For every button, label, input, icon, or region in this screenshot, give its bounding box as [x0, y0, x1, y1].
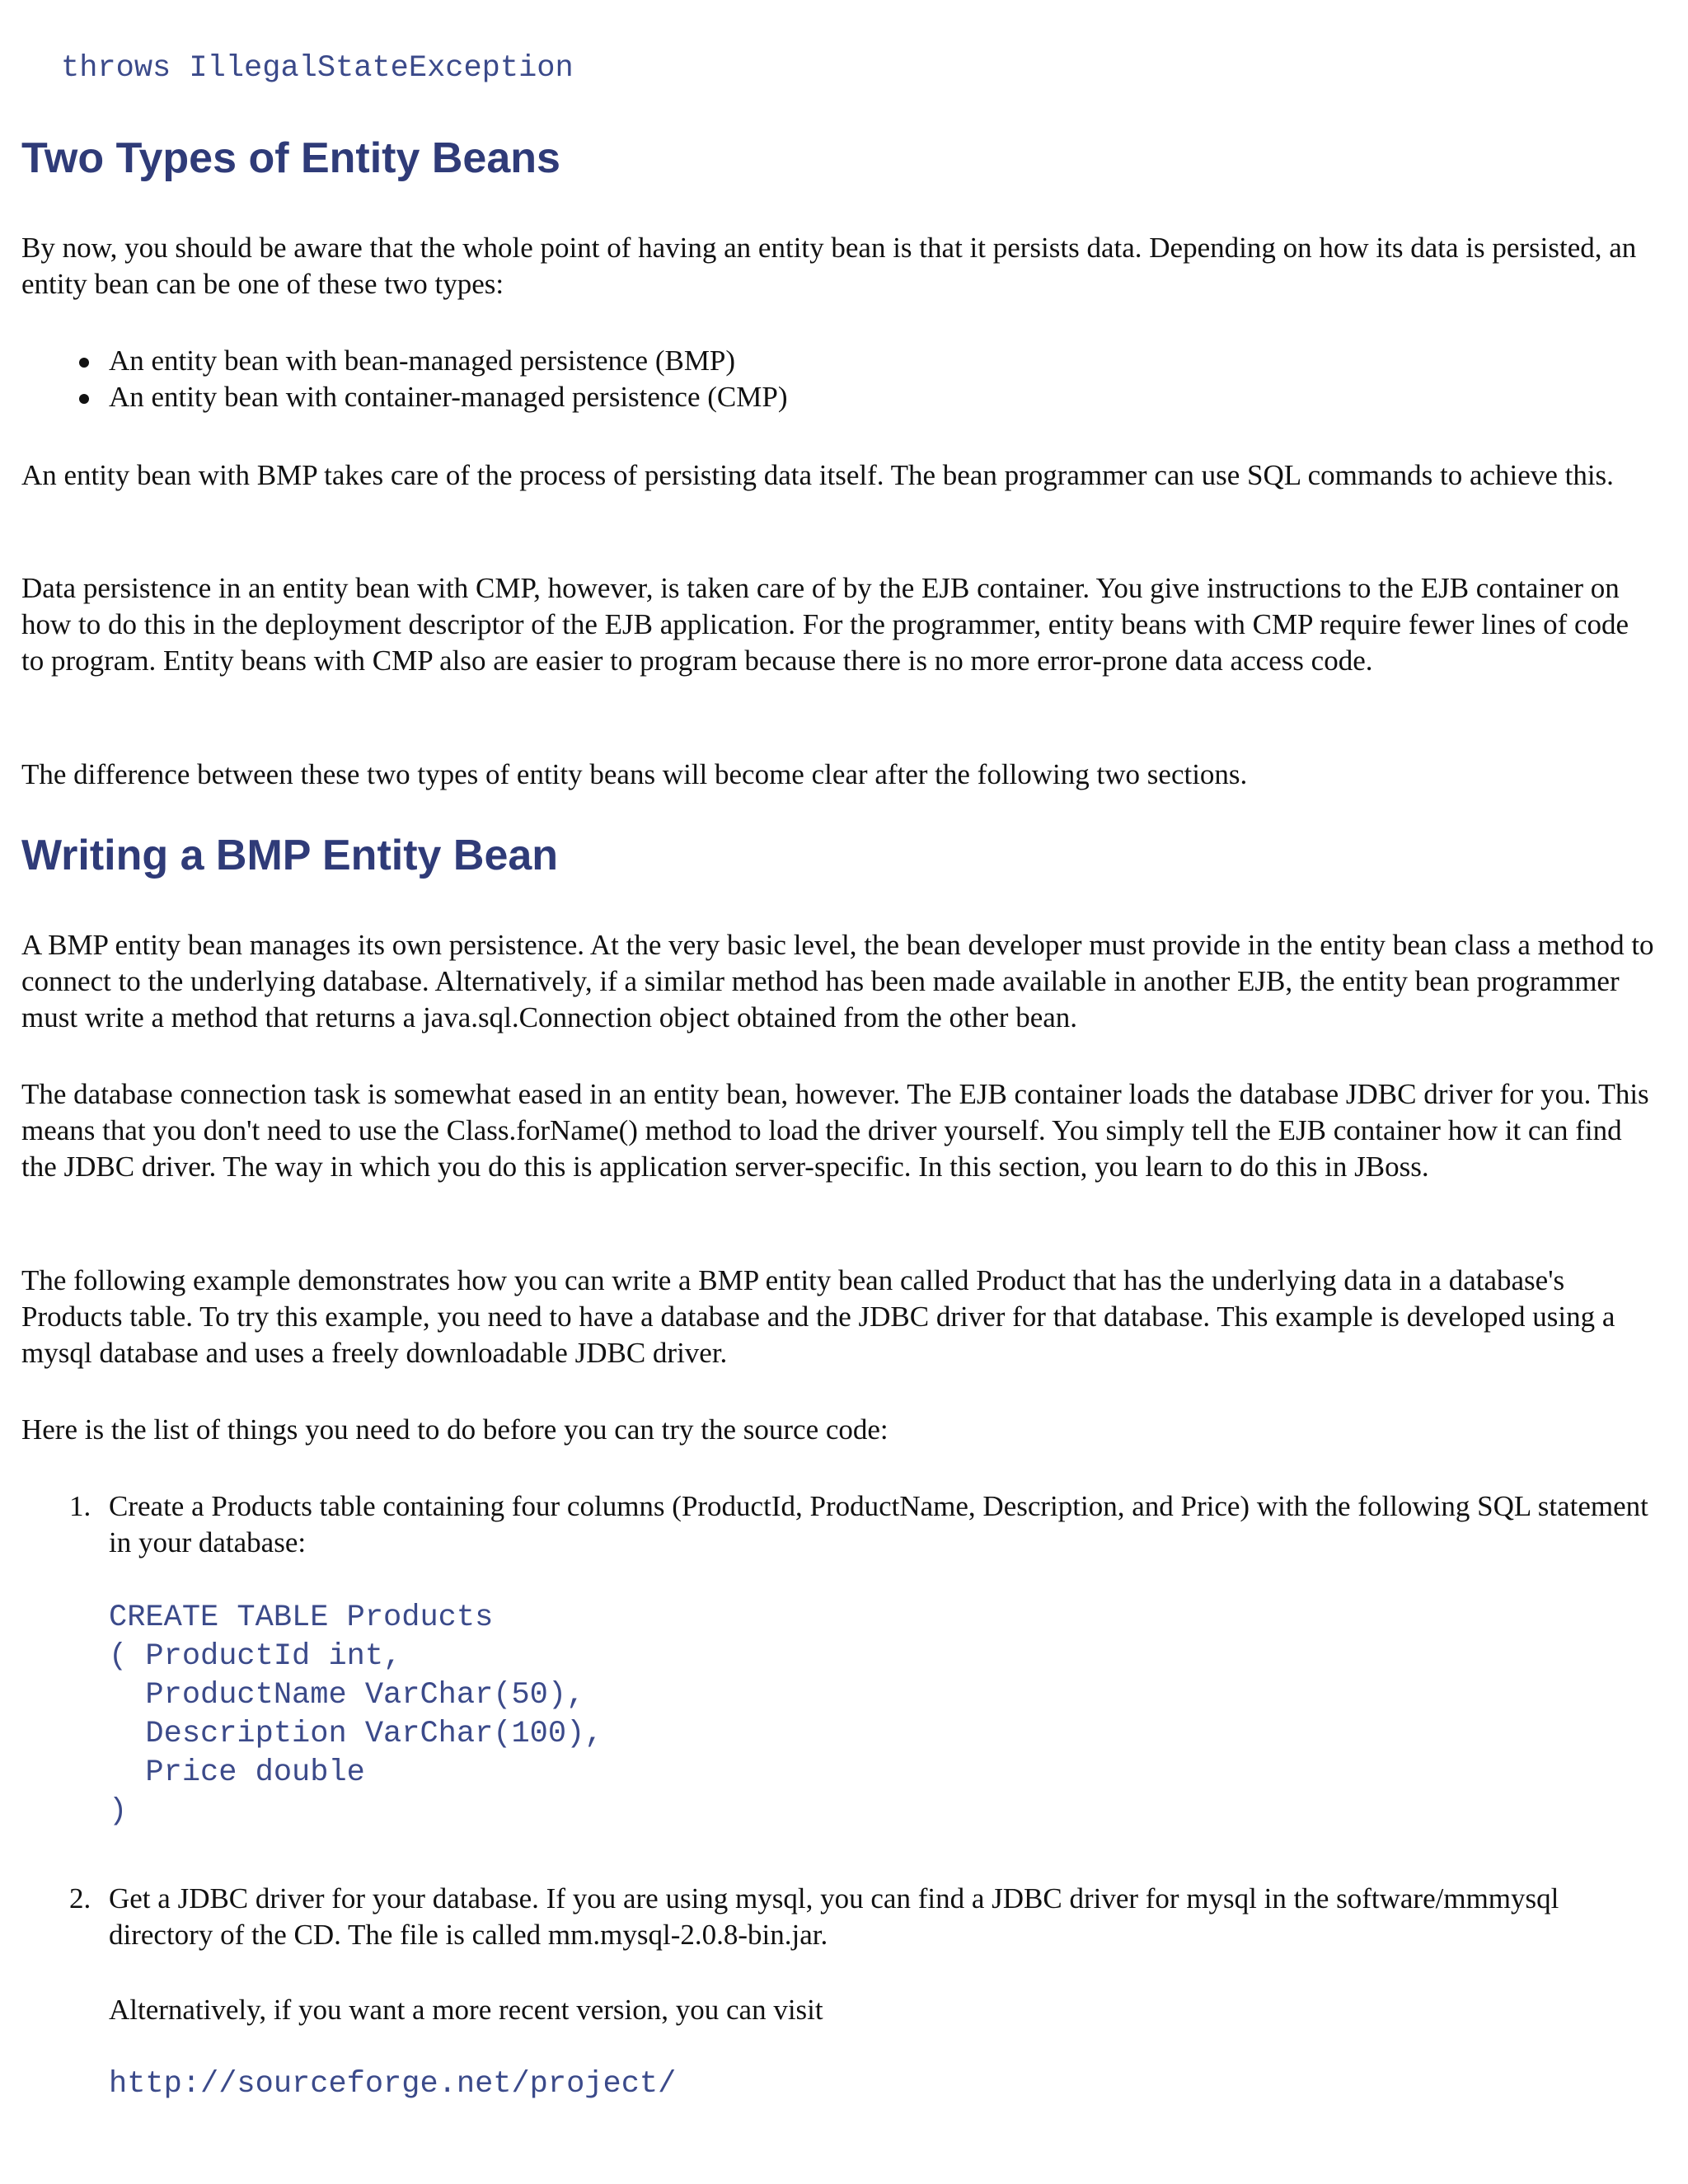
list-item: An entity bean with bean-managed persistence (BMP)	[21, 343, 1658, 379]
paragraph-example: The following example demonstrates how you can write a BMP entity bean called Product that has the underlying data in a database's Products table. To try this example, you need to have a database and the JDBC driver for that database. This example is developed using a mysql database and uses a freely downloadable JDBC driver.	[21, 1264, 1615, 1369]
bullet-list	[21, 343, 1658, 415]
list-number: 1.	[69, 1490, 91, 1522]
paragraph-list-intro: Here is the list of things you need to do before you can try the source code:	[21, 1413, 889, 1446]
code-snippet-throws: throws IllegalStateException	[61, 51, 574, 86]
list-number: 2.	[69, 1882, 91, 1915]
paragraph-db-connection: The database connection task is somewhat eased in an entity bean, however. The EJB container loads the database JDBC driver for you. This means that you don't need to use the Class.forName() method to load the driver yourself. You simply tell the EJB container how it can find the JDBC driver. The way in which you do this is application server-specific. In this section, you learn to do this in JBoss.	[21, 1078, 1649, 1183]
paragraph-cmp: Data persistence in an entity bean with CMP, however, is taken care of by the EJB container. You give instructions to the EJB container on how to do this in the deployment descriptor of the EJB application. For the programmer, entity beans with CMP require fewer lines of code to program. Entity beans with CMP also are easier to program because there is no more error-prone data access code.	[21, 572, 1629, 677]
paragraph-bmp-manages: A BMP entity bean manages its own persistence. At the very basic level, the bean developer must provide in the entity bean class a method to connect to the underlying database. Alternatively, if a similar method has been made available in another EJB, the entity bean programmer must write a method that returns a java.sql.Connection object obtained from the other bean.	[21, 929, 1654, 1033]
paragraph-intro: By now, you should be aware that the whole point of having an entity bean is that it persists data. Depending on how its data is persisted, an entity bean can be one of these two types:	[21, 232, 1637, 300]
code-url: http://sourceforge.net/project/	[109, 2067, 677, 2102]
code-create-table: CREATE TABLE Products ( ProductId int, ProductName VarChar(50), Description VarChar(100), Price double )	[109, 1601, 603, 1829]
step-text: Get a JDBC driver for your database. If you are using mysql, you can find a JDBC driver for mysql in the software/mmmysql directory of the CD. The file is called mm.mysql-2.0.8-bin.jar.	[109, 1882, 1559, 1951]
ordered-list-step-2	[21, 1881, 1658, 2104]
ordered-list-step-1	[21, 1488, 1658, 1831]
paragraph-bmp: An entity bean with BMP takes care of the process of persisting data itself. The bean programmer can use SQL commands to achieve this.	[21, 459, 1614, 491]
heading-writing-bmp: Writing a BMP Entity Bean	[21, 832, 559, 879]
paragraph-difference: The difference between these two types of entity beans will become clear after the following two sections.	[21, 758, 1248, 790]
list-item: An entity bean with container-managed persistence (CMP)	[21, 379, 1658, 415]
step-text: Create a Products table containing four columns (ProductId, ProductName, Description, and Price) with the following SQL statement in your database:	[109, 1490, 1648, 1558]
step-text-alternative: Alternatively, if you want a more recent version, you can visit	[109, 1994, 823, 2026]
heading-two-types: Two Types of Entity Beans	[21, 134, 560, 182]
